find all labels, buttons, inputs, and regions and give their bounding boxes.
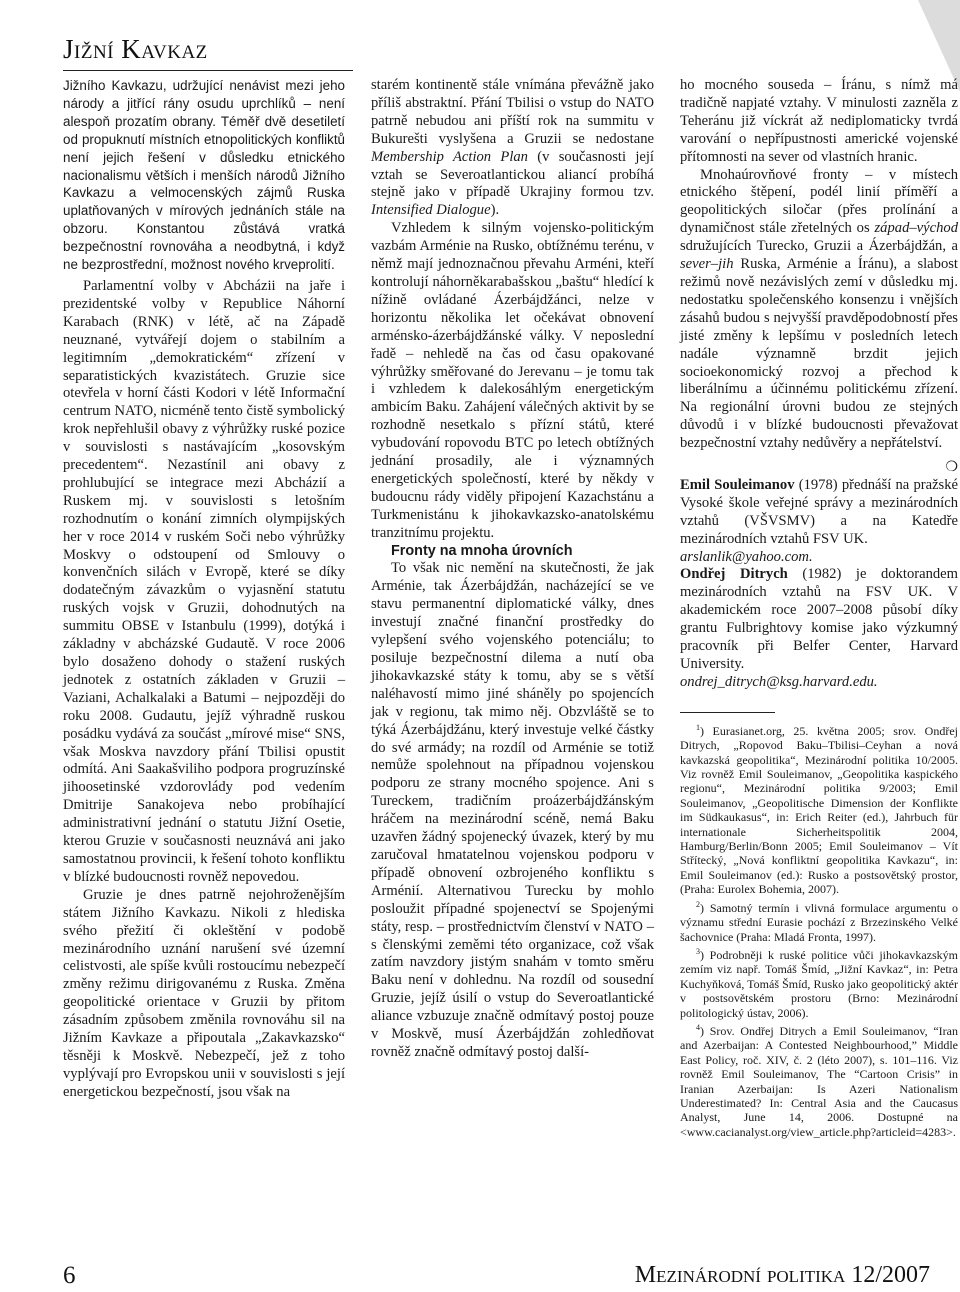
paragraph: To však nic nemění na skutečnosti, že jak Arménie, tak Ázerbájdžán, nacházející se ve stavu permanentní diplomatické války, dnes investují značné finanční prostředky do vylepšení svého vojenského potenciálu; to posiluje bezpečnostní dilema a nutí oba jihokavkazské státy k tomu, aby se s větší naléhavostí mimo jiné sháněly po spojencích jak v regionu, tak mimo něj. Obzvláště se to týká Ázerbájdžánu, který investuje velké částky do své armády; na rozdíl od Arménie se totiž nemůže spolehnout na případnou vojenskou podporu ze strany mocného spojence. Ani s Tureckem, tradičním proázerbájdžánským hráčem na mezinárodní scéně, nemá Baku uzavřen žádný spojenecký úvazek, který by mu zaručoval hmatatelnou vojenskou podporu v případě obnovení ozbrojeného konfliktu s Arménií. Alternativou Turecku by mohlo posloužit případné spojenectví se Spojenými státy, resp. – prostřednictvím členství v NATO – s členskými zeměmi této organizace, což však zatím navzdory jistým snahám v tomto směru Baku není v dohlednu. Na rozdíl od sousední Gruzie, jejíž úsilí o vstup do Severoatlantické aliance vzbuzuje značně odmítavý postoj pouze v Moskvě, musí Ázerbájdžán zohledňovat rovněž značně odmítavý postoj další- [371, 560, 654, 1060]
emphasis: Intensified Dialogue [371, 202, 491, 219]
paragraph: starém kontinentě stále vnímána převážně jako příliš abstraktní. Přání Tbilisi o vstup do NATO patrně nebudou ani příští rok na summitu v Bukurešti vyslyšena a Gruzii se nedostane Membership Action Plan (v současnosti její vztah se Severoatlantickou aliancí probíhá stejně jako v případě Ukrajiny formou tzv. Intensified Dialogue). [371, 77, 654, 219]
paragraph: Gruzie je dnes patrně nejohroženějším státem Jižního Kavkazu. Nikoli z hlediska svého přežití či okleštění v podobě mezinárodního uznání narušení své územní celistvosti, ale spíše kvůli rostoucímu nebezpečí změny režimu dirigovanému z Ruska. Změna geopolitické orientace v Gruzii by přitom zásadním způsobem změnila rovnováhu sil na Jižním Kavkaze a připoutala „Zakavkazsko“ těsněji k Moskvě. Nebezpečí, jež z toho vyplývají pro Evropskou unii v souvislosti s její energetickou bezpečností, jsou však na [63, 886, 345, 1100]
author-name: Ondřej Ditrych [680, 566, 788, 583]
author-bio: Ondřej Ditrych (1982) je doktorandem mezinárodních vztahů na FSV UK. V akademickém roce 2007–2008 působí díky grantu Fulbrightovy komise jako výzkumný pracovník při Belfer Center, Harvard University. [680, 566, 958, 672]
author-email[interactable]: arslanlik@yahoo.com. [680, 548, 813, 565]
footnote: $^2$) Samotný termín i vlivná formulace argumentu o významu střední Eurasie pochází z Brzezinského Velké šachovnice (Praha: Mladá Fronta, 1997). [680, 899, 958, 944]
author-email[interactable]: ondrej_ditrych@ksg.harvard.edu. [680, 673, 878, 690]
subheading: Fronty na mnoha úrovních [391, 542, 573, 559]
column-1 [63, 77, 345, 1102]
emphasis: západ–východ [874, 220, 958, 237]
column-3 [680, 77, 958, 1140]
journal-footer: Mezinárodní politika 12/2007 [634, 1262, 930, 1288]
paragraph: Jižního Kavkazu, udržující nenávist mezi jeho národy a jitřící rány osudu uprchlíků – není alespoň prozatím obrany. Téměř dvě desetiletí od propuknutí místních etnopolitických konfliktů není jejich řešení v důsledku etnického nacionalismu větších i menších národů Jižního Kavkazu a velmocenských zájmů Ruska uplatňovaných v mírových jednáních stále na obzoru. Konstantou zůstává vratká bezpečnostní rovnováha a neodbytná, i když ne bezprostřední, možnost nového krveprolití. [63, 78, 345, 273]
column-2 [371, 77, 654, 1062]
author-name: Emil Souleimanov [680, 476, 795, 493]
paragraph: ho mocného souseda – Íránu, s nímž má tradičně napjaté vztahy. V minulosti zazněla z Teheránu již víckrát až nediplomaticky tvrdá varování o nepřípustnosti americké vojenské přítomnosti na sever od vlastních hranic. [680, 77, 958, 165]
emphasis: Membership Action Plan [371, 148, 528, 165]
footnote: $^4$) Srov. Ondřej Ditrych a Emil Souleimanov, “Iran and Azerbaijan: A Contested Neighbourhood,” Middle East Policy, roč. XIV, č. 2 (léto 2007), s. 101–116. Viz rovněž Emil Souleimanov, The “Cartoon Crisis” in Iranian Azerbaijan: Is Azeri Nationalism Underestimated? In: Central Asia and the Caucasus Analyst, June 14, 2006. Dostupné na <www.cacianalyst.org/view_article.php?articleid=4283>. [680, 1022, 958, 1139]
end-of-article-icon: ❍ [945, 460, 958, 476]
paragraph: Vzhledem k silným vojensko-politickým vazbám Arménie na Rusko, obtížnému terénu, v němž mají jednoznačnou převahu Arméni, kteří kontrolují náhorněkarabašskou „baštu“ hledící k nížině ovládané Ázerbájdžánci, nelze v horizontu několika let očekávat obnovení arménsko-ázerbájdžánské války. V neposlední řadě – nehledě na čas od času opakované výhrůžky směřované do Jerevanu – je tomu tak i vzhledem k dalekosáhlým energetickým ambicím Baku. Zahájení válečných aktivit by se rozhodně nesetkalo s přízní států, které vybudování ropovodu BTC po letech obtížných jednání prosadily, ale i významných energetických společností, které by někdy v budoucnu rády viděly připojení Kazachstánu a Turkmenistánu k jihokavkazsko-anatolskému tranzitnímu projektu. [371, 220, 654, 541]
page-number: 6 [63, 1262, 76, 1289]
footnote: $^1$) Eurasianet.org, 25. května 2005; srov. Ondřej Ditrych, „Ropovod Baku–Tbilisi–Ceyhan a nová kavkazská geopolitika“, Mezinárodní politika 10/2005. Viz rovněž Emil Souleimanov, „Geopolitika kaspického regionu“, Mezinárodní politika 9/2003; Emil Souleimanov, „Geopolitische Dimension der Konflikte im Südkaukasus“, in: Erich Reiter (ed.), Jahrbuch für internationale Sicherheitspolitik 2004, Hamburg/Berlin/Bonn 2005; Emil Souleimanov – Vít Střítecký, „Nová konfliktní geopolitika Kavkazu“, in: Emil Souleimanov (ed.): Rusko a postsovětský prostor, (Praha: Eurolex Bohemia, 2007). [680, 722, 958, 897]
footnote-rule [680, 712, 775, 713]
section-title: Jižní Kavkaz [63, 34, 208, 64]
footnotes [680, 721, 958, 1139]
title-rule [63, 70, 353, 71]
author-bio: Emil Souleimanov (1978) přednáší na pražské Vysoké škole veřejné správy a mezinárodních vztahů (VŠVSMV) a na Katedře mezinárodních vztahů FSV UK. [680, 476, 959, 547]
emphasis: sever–jih [680, 256, 734, 273]
footnote: $^3$) Podrobněji k ruské politice vůči jihokavkazským zemím viz např. Tomáš Šmíd, „Jižní Kavkaz“, in: Petra Kuchyňková, Tomáš Šmíd, Rusko jako geopolitický aktér v postsovětském prostoru (Brno: Mezinárodní politologický ústav, 2006). [680, 946, 958, 1020]
paragraph: Parlamentní volby v Abcházii na jaře i prezidentské volby v Republice Náhorní Karabach (RNK) v létě, ač na Západě neuznané, vytvářejí dojem o stabilním a legitimním „demokratickém“ zřízení v separatistických kvazistátech. Gruzie sice otevřela v horní části Kodori v létě Informační centrum NATO, nicméně tento čistě symbolický krok nepřehlušil obavy z výhrůžky ruské pozice v souvislosti s nastávajícím „kosovským precedentem“. Nezastínil ani obavy z prohlubující se integrace mezi Abcházií a Ruskem mj. v souvislosti s letošním rozhodnutím o konání zimních olympijských her v roce 2014 v ruském Soči nebo výhrůžky Moskvy o odstoupení od Smlouvy o konvenčních silách v Evropě, které se díky dodatečným závazkům o vyjasnění statutu ruských vojsk v Gruzii, dohodnutých na summitu OBSE v Istanbulu (1999), dotýká i základny v abcházské Gudautě. V roce 2006 bylo dosaženo dohody o stažení ruských jednotek z ostatních základen v Gruzii – Vaziani, Achalkalaki a Batumi – nejpozději do roku 2008. Gudautu, jejíž výhradně ruskou posádku vydává za součást „mírové mise“ SNS, však Moskva navzdory přání Tbilisi opustit odmítá. Ani Saakašviliho podpora progruzínské jihoosetinské vzdorovlády pod vedením Dmitrije Sanakojeva nebo probíhající administrativní jednání o statutu Jižní Osetie, kterou Gruzie v současnosti neuznává ani jako samostatnou provincii, k řešení tohoto konfliktu v blízké budoucnosti rovněž nepovedou. [63, 277, 345, 885]
paragraph: Mnohaúrovňové fronty – v místech etnického štěpení, podél linií příměří a geopolitických siločar (přes prolínání a dynamičnost stále zřetelných os západ–východ sdružujících Turecko, Gruzii a Ázerbájdžán, a sever–jih Ruska, Arménie a Íránu), a slabost režimů nově nezávislých zemí v důsledku mj. nedostatku společenského konsenzu i vnějších zásahů budou s nejvyšší pravděpodobností přes jisté změny k lepšímu v posledních letech nadále významně brzdit jejich socioekonomický rozvoj a přechod k liberálnímu a účinnému politickému zřízení. Na regionální úrovni budou ze stejných důvodů i v blízké budoucnosti převažovat bezpečnostní vztahy nedůvěry a nepřátelství. [680, 166, 958, 452]
